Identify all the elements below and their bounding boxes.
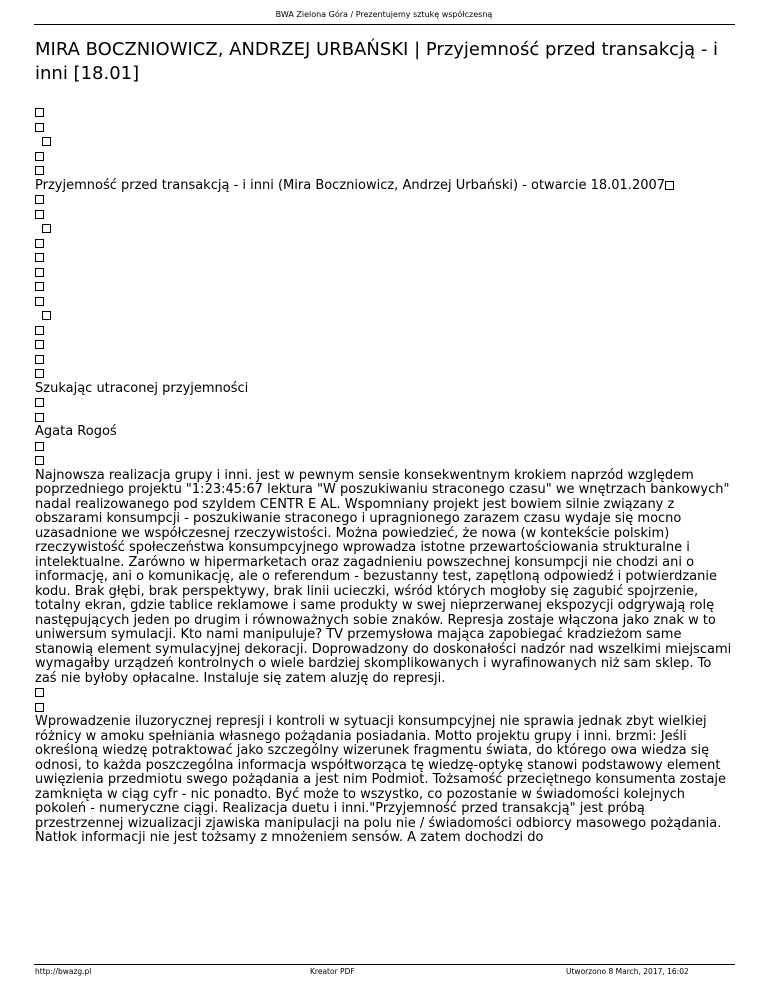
placeholder-glyph-icon xyxy=(35,106,735,121)
placeholder-glyph-icon xyxy=(35,266,735,281)
article-body xyxy=(35,106,735,846)
placeholder-glyph-icon xyxy=(35,309,735,324)
placeholder-glyph-icon xyxy=(35,367,735,382)
footer-divider xyxy=(34,964,735,965)
site-header: BWA Zielona Góra / Prezentujemy sztukę współczesną xyxy=(275,10,493,19)
article-title: MIRA BOCZNIOWICZ, ANDRZEJ URBAŃSKI | Przyjemność przed transakcją - i inni [18.01] xyxy=(35,39,719,84)
placeholder-glyph-icon xyxy=(35,150,735,165)
placeholder-glyph-icon xyxy=(35,454,735,469)
opening-info-line xyxy=(35,179,735,194)
header-divider xyxy=(34,24,735,25)
placeholder-glyph-icon xyxy=(665,181,674,190)
placeholder-glyph-icon xyxy=(35,208,735,223)
placeholder-glyph-icon xyxy=(35,411,735,426)
author-name: Agata Rogoś xyxy=(35,424,117,439)
placeholder-glyph-icon xyxy=(35,440,735,455)
placeholder-glyph-icon xyxy=(35,338,735,353)
placeholder-glyph-icon xyxy=(35,251,735,266)
placeholder-glyph-icon xyxy=(35,295,735,310)
placeholder-glyph-icon xyxy=(35,164,735,179)
footer-created-date: Utworzono 8 March, 2017, 16:02 xyxy=(566,967,689,976)
placeholder-glyph-icon xyxy=(35,280,735,295)
placeholder-glyph-icon xyxy=(35,222,735,237)
placeholder-glyph-icon xyxy=(35,237,735,252)
body-paragraph: Najnowsza realizacja grupy i inni. jest w pewnym sensie konsekwentnym krokiem naprzód względem poprzedniego projektu "1:23:45:67 lektura "W poszukiwaniu straconego czasu" we wnętrzach bankowych" nadal realizowanego pod szyldem CENTR E AL. Wspomniany projekt jest bowiem silnie związany z obszarami konsumpcji - poszukiwanie straconego i upragnionego zarazem czasu wydaje się mocno uzasadnione we współczesnej rzeczywistości. Można powiedzieć, że nowa (w kontekście polskim) rzeczywistość społeczeństwa konsumpcyjnego wprowadza istotne przewartościowania strukturalne i intelektualne. Zarówno w hipermarketach oraz zagadnieniu powszechnej konsumpcji nie chodzi ani o informację, ani o komunikację, ale o referendum - bezustanny test, zapętloną odpowiedź i potwierdzanie kodu. Brak głębi, brak perspektywy, brak linii ucieczki, wśród których mogłoby się zagubić spojrzenie, totalny ekran, gdzie tablice reklamowe i same produkty w swej nieprzerwanej ekspozycji odgrywają rolę następujących jeden po drugim i równoważnych sobie znaków. Represja zostaje włączona jako znak w to uniwersum symulacji. Kto nami manipuluje? TV przemysłowa mająca zapobiegać kradzieżom same stanowią element symulacyjnej dekoracji. Doprowadzony do doskonałości nadzór nad wszelkimi miejscami wymagałby urządzeń kontrolnych o wiele bardziej skomplikowanych i wyrafinowanych niż sam sklep. To zaś nie byłoby opłacalne. Instaluje się zatem aluzję do represji. xyxy=(35,467,732,686)
footer-generator: Kreator PDF xyxy=(310,967,355,976)
placeholder-glyph-icon xyxy=(35,193,735,208)
opening-info-text: Przyjemność przed transakcją - i inni (Mira Boczniowicz, Andrzej Urbański) - otwarcie 18.01.2007 xyxy=(35,177,666,193)
placeholder-glyph-icon xyxy=(35,135,735,150)
placeholder-glyph-icon xyxy=(35,686,735,701)
placeholder-glyph-icon xyxy=(35,701,735,716)
body-paragraph: Wprowadzenie iluzorycznej represji i kontroli w sytuacji konsumpcyjnej nie sprawia jednak zbyt wielkiej różnicy w amoku spełniania własnego pożądania posiadania. Motto projektu grupy i inni. brzmi: Jeśli określoną wiedzę potraktować jako szczególny wizerunek fragmentu świata, do którego owa wiedza się odnosi, to każda poszczególna informacja współtworząca tę wiedzę-optykę stanowi podstawowy element uwięzienia przedmiotu swego pożądania a jest nim Podmiot. Tożsamość przeciętnego konsumenta zostaje zamknięta w ciąg cyfr - nic ponadto. Być może to wszystko, co pozostanie w świadomości kolejnych pokoleń - numeryczne ciągi. Realizacja duetu i inni."Przyjemność przed transakcją" jest próbą przestrzennej wizualizacji zjawiska manipulacji na polu nie / świadomości odbiorcy masowego pożądania. Natłok informacji nie jest tożsamy z mnożeniem sensów. A zatem dochodzi do xyxy=(35,714,727,845)
placeholder-glyph-icon xyxy=(35,324,735,339)
placeholder-glyph-icon xyxy=(35,353,735,368)
section-heading: Szukając utraconej przyjemności xyxy=(35,380,249,396)
placeholder-glyph-icon xyxy=(35,121,735,136)
placeholder-glyph-icon xyxy=(35,396,735,411)
footer-url: http://bwazg.pl xyxy=(35,967,92,976)
